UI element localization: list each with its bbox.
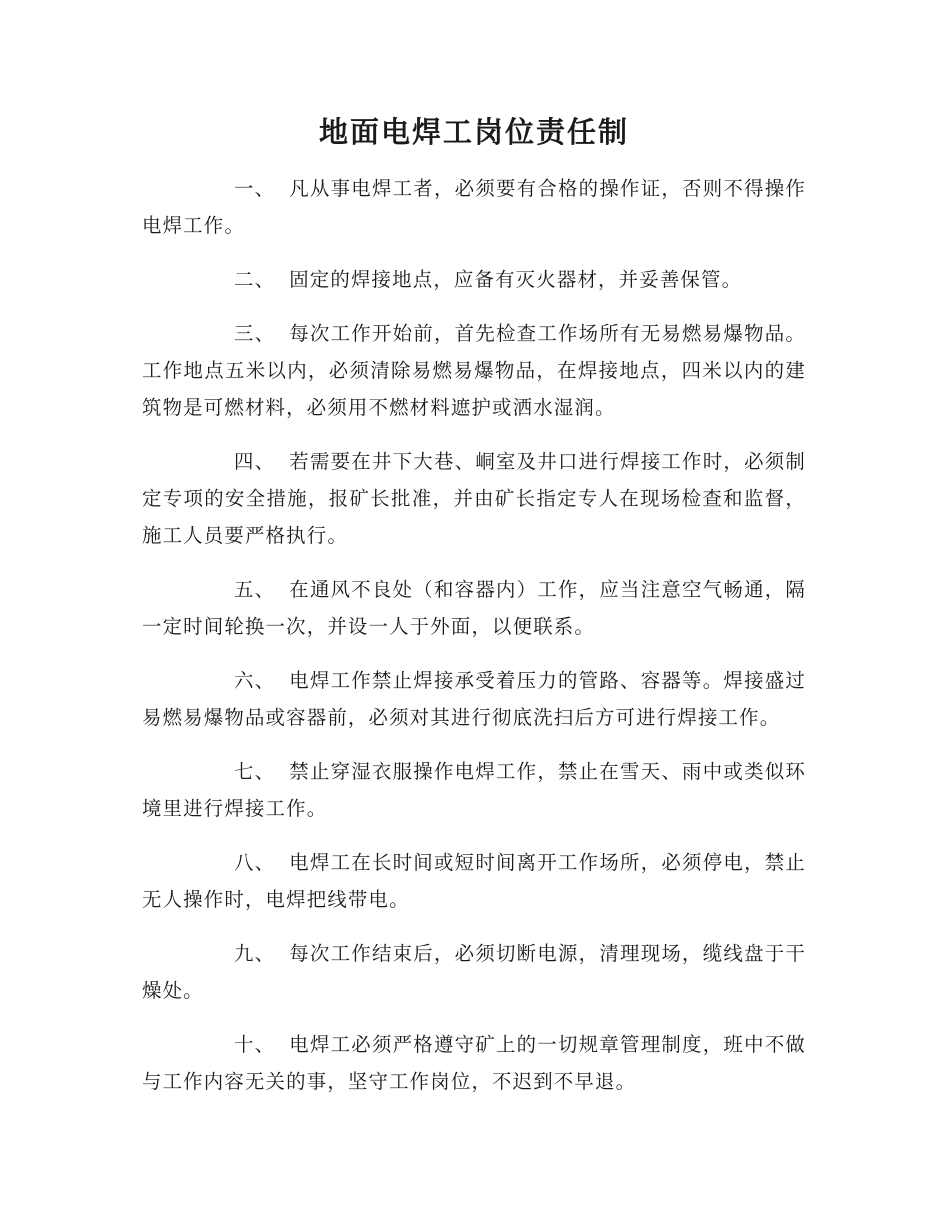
- clause-text: 电焊工必须严格遵守矿上的一切规章管理制度，班中不做与工作内容无关的事，坚守工作岗位，不迟到不早退。: [142, 1033, 806, 1093]
- clause-8: [142, 844, 806, 918]
- clause-7: [142, 753, 806, 827]
- clause-4: [142, 443, 806, 554]
- clause-number: 八、: [234, 851, 276, 874]
- clause-3: [142, 315, 806, 426]
- clause-number: 十、: [234, 1033, 276, 1056]
- clause-text: 电焊工作禁止焊接承受着压力的管路、容器等。焊接盛过易燃易爆物品或容器前，必须对其进行彻底洗扫后方可进行焊接工作。: [142, 669, 806, 729]
- document-page: [142, 110, 806, 1117]
- clause-number: 一、: [234, 177, 276, 200]
- clause-number: 二、: [234, 268, 276, 291]
- clause-number: 九、: [234, 942, 276, 965]
- clause-text: 电焊工在长时间或短时间离开工作场所，必须停电，禁止无人操作时，电焊把线带电。: [142, 851, 806, 911]
- clause-text: 若需要在井下大巷、峒室及井口进行焊接工作时，必须制定专项的安全措施，报矿长批准，并由矿长指定专人在现场检查和监督，施工人员要严格执行。: [142, 450, 806, 547]
- clause-number: 五、: [234, 578, 276, 601]
- clause-2: [142, 261, 806, 298]
- clause-10: [142, 1026, 806, 1100]
- clause-text: 禁止穿湿衣服操作电焊工作，禁止在雪天、雨中或类似环境里进行焊接工作。: [142, 760, 806, 820]
- clause-text: 在通风不良处（和容器内）工作，应当注意空气畅通，隔一定时间轮换一次，并设一人于外面，以便联系。: [142, 578, 806, 638]
- clause-1: [142, 170, 806, 244]
- document-title: 地面电焊工岗位责任制: [318, 115, 629, 149]
- clause-text: 凡从事电焊工者，必须要有合格的操作证，否则不得操作电焊工作。: [142, 177, 806, 237]
- clause-9: [142, 935, 806, 1009]
- clause-number: 四、: [234, 450, 276, 473]
- clause-number: 七、: [234, 760, 276, 783]
- clause-number: 三、: [234, 322, 276, 345]
- clause-text: 固定的焊接地点，应备有灭火器材，并妥善保管。: [289, 268, 743, 291]
- clause-5: [142, 571, 806, 645]
- clause-text: 每次工作开始前，首先检查工作场所有无易燃易爆物品。工作地点五米以内，必须清除易燃易爆物品，在焊接地点，四米以内的建筑物是可燃材料，必须用不燃材料遮护或洒水湿润。: [142, 322, 806, 419]
- clause-number: 六、: [234, 669, 276, 692]
- clause-6: [142, 662, 806, 736]
- clause-text: 每次工作结束后，必须切断电源，清理现场，缆线盘于干燥处。: [142, 942, 806, 1002]
